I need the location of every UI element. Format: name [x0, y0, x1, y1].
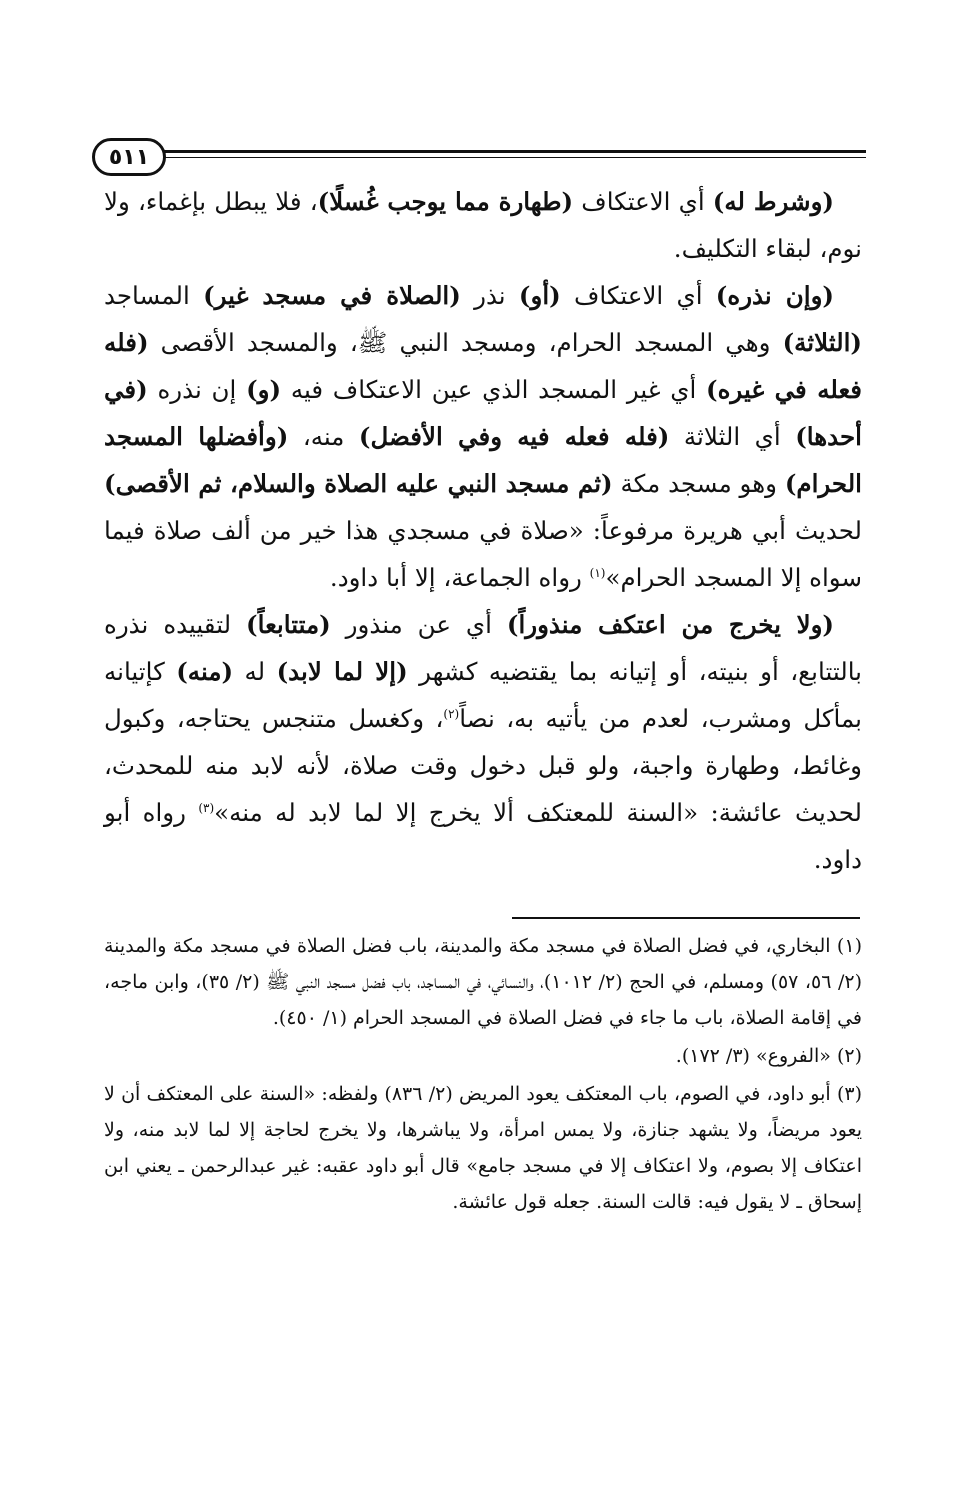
text-run: لحديث أبي هريرة مرفوعاً: «صلاة في مسجدي هذا خير من ألف صلاة فيما سواه إلا المسجد الحرام»	[104, 516, 862, 592]
bold-term: (في أحدها)	[104, 375, 862, 451]
text-run: إن نذره	[147, 375, 247, 404]
bold-term: (وأفضلها المسجد الحرام)	[104, 422, 862, 498]
footnote-3: (٣) أبو داود، في الصوم، باب المعتكف يعود المريض (٢/ ٨٣٦) ولفظه: «السنة على المعتكف أن لا يعود مريضاً، ولا يشهد جنازة، ولا يمس امرأة، ولا يباشرها، ولا يخرج لحاجة إلا لما لابد منه، ولا اعتكاف إلا بصوم، ولا اعتكاف إلا في مسجد جامع» قال أبو داود عقبه: غير عبدالرحمن ـ يعني ابن إسحاق ـ لا يقول فيه: قالت السنة. جعله قول عائشة.	[104, 1083, 862, 1213]
bold-term: (أو)	[518, 281, 561, 310]
text-run: منه،	[288, 422, 359, 451]
paragraph-3	[104, 601, 862, 883]
text-run: نذر	[460, 281, 519, 310]
page-header	[92, 138, 866, 182]
bold-term: (وشرط له)	[712, 187, 834, 216]
text-run: وهي المسجد الحرام، ومسجد النبي ﷺ، والمسجد الأقصى	[148, 328, 783, 357]
footnote-ref-2[interactable]: (٢)	[443, 706, 460, 721]
footnotes	[104, 928, 862, 1222]
text-run: أي غير المسجد الذي عين الاعتكاف فيه	[281, 375, 706, 404]
paragraph-2	[104, 272, 862, 601]
bold-term: (فله فعله في غيره)	[104, 328, 863, 404]
paragraph-1	[104, 178, 862, 272]
bold-term: (متتابعاً)	[246, 610, 331, 639]
bold-term: (ولا يخرج من اعتكف منذوراً)	[506, 610, 835, 639]
text-run: أي عن منذور	[330, 610, 507, 639]
text-run: وهو مسجد مكة	[612, 469, 785, 498]
text-run: رواه الجماعة، إلا أبا داود.	[329, 563, 590, 592]
text-run: المساجد	[104, 281, 204, 310]
footnote-separator	[512, 917, 860, 919]
footnote-1: (١) البخاري، في فضل الصلاة في مسجد مكة والمدينة، باب فضل الصلاة في مسجد مكة والمدينة (٢/ ٥٦، ٥٧) ومسلم، في الحج (٢/ ١٠١٢)، والنسائي، في المساجد، باب فضل مسجد النبي ﷺ (٢/ ٣٥)، وابن ماجه، في إقامة الصلاة، باب ما جاء في فضل الصلاة في المسجد الحرام (١/ ٤٥٠).	[104, 935, 862, 1029]
text-run: لتقييده نذره بالتتابع، أو بنيته، أو إتيانه بما يقتضيه كشهر	[104, 610, 862, 686]
header-rule-thin	[162, 157, 866, 158]
bold-term: (وإن نذره)	[715, 281, 834, 310]
text-run: أي الاعتكاف	[573, 187, 713, 216]
footnote-ref-3[interactable]: (٣)	[198, 800, 215, 815]
bold-term: (فله فعله فيه وفي الأفضل)	[358, 422, 670, 451]
text-run: رواه أبو داود.	[104, 798, 862, 874]
bold-term: (الثلاثة)	[782, 328, 862, 357]
text-run: ، فلا يبطل بإغماء، ولا نوم، لبقاء التكليف.	[104, 187, 862, 263]
text-run: أي الاعتكاف	[560, 281, 716, 310]
bold-term: (و)	[246, 375, 282, 404]
bold-term: (إلا لما لابد)	[276, 657, 408, 686]
page-number: ٥١١	[92, 138, 166, 176]
bold-term: (طهارة مما يوجب غُسلًا)	[317, 187, 574, 216]
text-run: كإتيانه بمأكل ومشرب، لعدم من يأتيه به، نصاً	[104, 657, 862, 733]
text-run: أي الثلاثة	[669, 422, 796, 451]
text-run: له	[233, 657, 277, 686]
footnote-ref-1[interactable]: (١)	[589, 565, 606, 580]
bold-term: (الصلاة في مسجد غير)	[203, 281, 461, 310]
bold-term: (ثم مسجد النبي عليه الصلاة والسلام، ثم الأقصى)	[104, 469, 613, 498]
footnote-2: (٢) «الفروع» (٣/ ١٧٢).	[675, 1045, 862, 1067]
bold-term: (منه)	[176, 657, 234, 686]
main-text	[104, 178, 862, 883]
header-rule-thick	[162, 150, 866, 153]
text-run: ، وكغسل متنجس يحتاجه، وكبول وغائط، وطهارة واجبة، ولو قبل دخول وقت صلاة، لأنه لابد منه للمحدث، لحديث عائشة: «السنة للمعتكف ألا يخرج إلا لما لابد له منه»	[104, 704, 862, 827]
